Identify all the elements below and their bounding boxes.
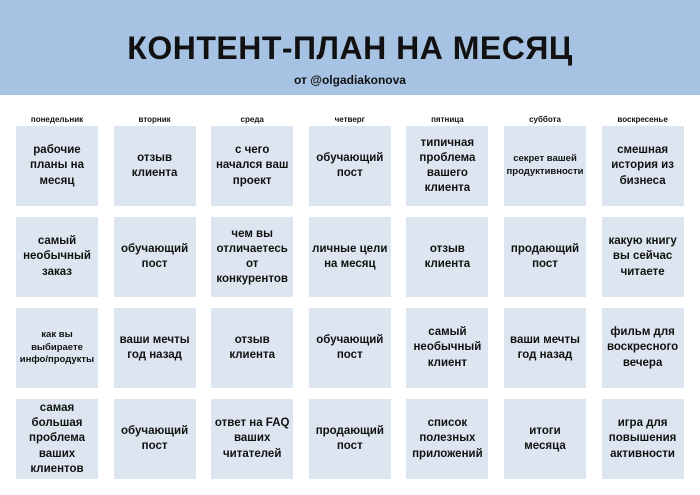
plan-cell <box>602 308 684 388</box>
plan-cell <box>602 126 684 206</box>
plan-cell-text: ваши мечты год назад <box>510 333 580 361</box>
weekday-label-wednesday: среда <box>240 115 264 124</box>
plan-cell <box>309 308 391 388</box>
plan-cell-text: самый необычный заказ <box>23 235 91 278</box>
plan-cell <box>602 399 684 479</box>
plan-cell-text: отзыв клиента <box>424 242 471 270</box>
plan-cell <box>602 217 684 297</box>
plan-cell-text: с чего начался ваш проект <box>215 144 289 187</box>
plan-cell <box>16 399 98 479</box>
plan-cell <box>16 217 98 297</box>
plan-cell <box>211 217 293 297</box>
header-banner <box>0 0 700 95</box>
plan-cell-text: ответ на FAQ ваших читателей <box>214 417 290 460</box>
page-subtitle: от @olgadiakonova <box>294 73 406 87</box>
plan-cell-text: продающий пост <box>315 424 384 452</box>
plan-cell <box>504 126 586 206</box>
plan-cell <box>211 308 293 388</box>
weekday-label-thursday: четверг <box>334 115 365 124</box>
plan-cell <box>16 126 98 206</box>
plan-cell <box>309 217 391 297</box>
plan-cell-text: как вы выбираете инфо/продукты <box>19 329 95 366</box>
plan-cell-text: обучающий пост <box>316 333 384 361</box>
weekday-label-friday: пятница <box>431 115 464 124</box>
plan-cell <box>114 126 196 206</box>
plan-cell <box>504 217 586 297</box>
plan-cell <box>504 308 586 388</box>
plan-cell <box>309 399 391 479</box>
plan-cell <box>114 217 196 297</box>
plan-cell <box>406 126 488 206</box>
plan-cell <box>211 126 293 206</box>
plan-cell-text: обучающий пост <box>121 242 189 270</box>
weekday-label-tuesday: вторник <box>138 115 171 124</box>
plan-cell <box>211 399 293 479</box>
plan-cell <box>406 399 488 479</box>
plan-cell <box>406 217 488 297</box>
plan-cell-text: какую книгу вы сейчас читаете <box>608 235 677 278</box>
weekday-label-sunday: воскресенье <box>617 115 668 124</box>
plan-cell-text: рабочие планы на месяц <box>30 144 84 187</box>
plan-cell <box>114 399 196 479</box>
page-title: КОНТЕНТ-ПЛАН НА МЕСЯЦ <box>127 30 573 66</box>
weekday-label-saturday: суббота <box>529 115 561 124</box>
plan-cell-text: отзыв клиента <box>229 333 275 361</box>
plan-cell-text: чем вы отличаетесь от конкурентов <box>216 227 288 286</box>
plan-cell-text: обучающий пост <box>316 151 384 179</box>
plan-cell-text: самый необычный клиент <box>413 326 482 369</box>
plan-cell-text: итоги месяца <box>524 424 566 452</box>
plan-cell-text: продающий пост <box>510 242 580 270</box>
plan-cell-text: ваши мечты год назад <box>119 333 190 361</box>
content-plan-grid <box>16 126 684 481</box>
plan-cell-text: личные цели на месяц <box>312 242 388 270</box>
plan-cell-text: обучающий пост <box>121 424 189 452</box>
plan-cell-text: фильм для воскресного вечера <box>606 326 679 369</box>
plan-cell <box>114 308 196 388</box>
plan-cell-text: типичная проблема вашего клиента <box>419 136 476 195</box>
plan-cell <box>309 126 391 206</box>
plan-cell <box>504 399 586 479</box>
plan-cell-text: отзыв клиента <box>131 151 178 179</box>
plan-cell-text: смешная история из бизнеса <box>611 144 674 187</box>
plan-cell <box>406 308 488 388</box>
plan-cell-text: игра для повышения активности <box>608 417 677 460</box>
plan-cell-text: самая большая проблема ваших клиентов <box>29 402 85 475</box>
weekday-label-monday: понедельник <box>30 115 84 124</box>
plan-cell <box>16 308 98 388</box>
plan-cell-text: секрет вашей продуктивности <box>506 153 584 177</box>
plan-cell-text: список полезных приложений <box>412 417 483 460</box>
